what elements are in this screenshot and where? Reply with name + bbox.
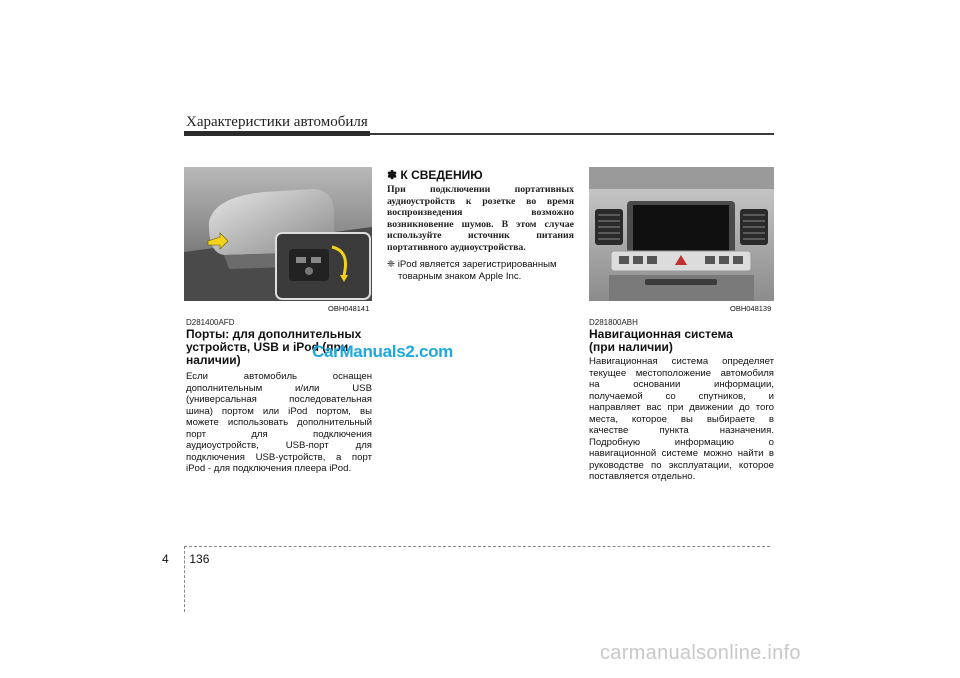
chapter-number: 4 xyxy=(162,552,169,566)
section-body: Если автомобиль оснащен дополнительным и/или USB (универсальная последовательная шина) портом или iPod портом, вы можете использовать дополнительный порт для подключения аудиоустройств, USB-порт для подключения USB-устройств, а порт iPod - для подключения плеера iPod. xyxy=(186,371,372,474)
page-number xyxy=(162,552,209,566)
section-heading: Порты: для дополнительных устройств, USB и iPod (при наличии) xyxy=(186,327,362,367)
navigation-unit-photo xyxy=(589,167,774,301)
section-code: D281400AFD xyxy=(186,318,235,327)
armrest-ports-photo xyxy=(184,167,372,301)
note-heading: ✽ К СВЕДЕНИЮ xyxy=(387,168,483,182)
note-body: При подключении портативных аудиоустройств к розетке во время воспроизведения возможно возникновение шумов. В этом случае используйте источник питания портативного аудиоустройства. xyxy=(387,184,574,253)
trademark-symbol-icon: ❈ xyxy=(387,259,396,270)
photo-code-nav: OBH048139 xyxy=(730,304,772,313)
chapter-title: Характеристики автомобиля xyxy=(186,114,368,130)
section-body-nav: Навигационная система определяет текущее местоположение автомобиля на основании информации, получаемой со спутников, и направляет вас при движении до того места, которое вы выбираете в качестве пункта назначения. Подробную информацию о навигационной системе можно найти в руководстве по эксплуатации, которое поставляется отдельно. xyxy=(589,356,774,482)
header-bar xyxy=(184,131,370,136)
section-heading-nav: Навигационная система (при наличии) xyxy=(589,327,733,354)
page-count: 136 xyxy=(189,552,210,566)
section-code-nav: D281800ABH xyxy=(589,318,638,327)
ipod-trademark-note: ❈ iPod является зарегистрированным товарным знаком Apple Inc. xyxy=(387,259,557,282)
header-rule xyxy=(370,133,774,135)
site-watermark[interactable]: carmanualsonline.info xyxy=(600,642,801,664)
footer-divider xyxy=(184,546,770,547)
note-star-icon: ✽ xyxy=(387,168,398,182)
watermark-link[interactable]: CarManuals2.com xyxy=(312,342,453,361)
photo-code: OBH048141 xyxy=(328,304,370,313)
